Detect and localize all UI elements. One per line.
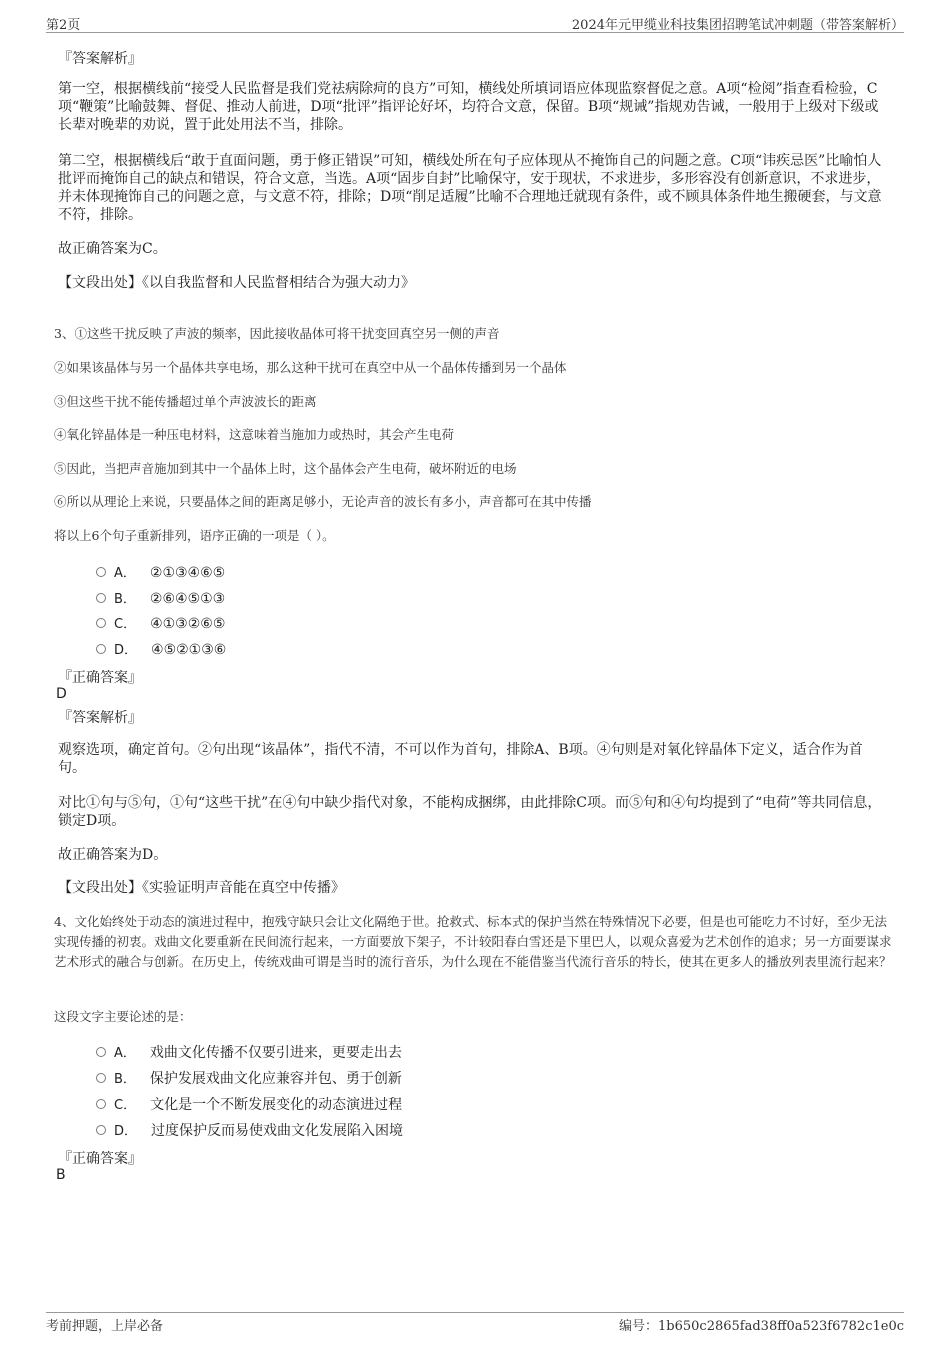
question-stem: 这段文字主要论述的是： [54, 1009, 192, 1024]
document-title: 2024年元甲缆业科技集团招聘笔试冲刺题（带答案解析） [571, 18, 904, 33]
option-d[interactable]: D． ④⑤②①③⑥ [96, 639, 226, 659]
answer-label: 『正确答案』 [58, 670, 142, 686]
option-c[interactable]: C． ④①③②⑥⑤ [96, 613, 225, 633]
question-stem: 将以上6个句子重新排列，语序正确的一项是（ ）。 [54, 528, 335, 543]
radio-icon[interactable] [96, 1073, 106, 1083]
page-number: 第2页 [46, 18, 81, 33]
page-header [46, 12, 904, 33]
option-d[interactable]: D． 过度保护反而易使戏曲文化发展陷入困境 [96, 1120, 403, 1140]
option-b[interactable]: B． ②⑥④⑤①③ [96, 588, 225, 608]
document-code: 编号：1b650c2865fad38ff0a523f6782c1e0c [619, 1319, 904, 1334]
analysis-paragraph: 第一空，根据横线前“接受人民监督是我们党祛病除疴的良方”可知，横线处所填词语应体现监察督促之意。A项“检阅”指查看检验，C项“鞭策”比喻鼓舞、督促、推动人前进，D项“批评”指评论好坏，均符合文意，保留。B项“规诫”指规劝告诫，一般用于上级对下级或长辈对晚辈的劝说，置于此处用法不当，排除。 [58, 81, 879, 133]
option-b[interactable]: B． 保护发展戏曲文化应兼容并包、勇于创新 [96, 1068, 402, 1088]
question-sentence: 3、①这些干扰反映了声波的频率，因此接收晶体可将干扰变回真空另一侧的声音 [54, 326, 500, 341]
radio-icon[interactable] [96, 1099, 106, 1109]
question-sentence: ②如果该晶体与另一个晶体共享电场，那么这种干扰可在真空中从一个晶体传播到另一个晶体 [54, 360, 567, 375]
question-passage: 4、文化始终处于动态的演进过程中，抱残守缺只会让文化隔绝于世。抢救式、标本式的保护当然在特殊情况下必要，但是也可能吃力不讨好，至少无法实现传播的初衷。戏曲文化要重新在民间流行起来，一方面要放下架子，不计较阳春白雪还是下里巴人，以观众喜爱为艺术创作的追求；另一方面要谋求艺术形式的融合与创新。在历史上，传统戏曲可谓是当时的流行音乐，为什么现在不能借鉴当代流行音乐的特长，使其在更多人的播放列表里流行起来？ [54, 914, 892, 969]
answer-label: 『正确答案』 [58, 1151, 142, 1167]
question-sentence: ③但这些干扰不能传播超过单个声波波长的距离 [54, 394, 317, 409]
question-sentence: ④氧化锌晶体是一种压电材料，这意味着当施加力或热时，其会产生电荷 [54, 427, 455, 442]
analysis-label: 『答案解析』 [58, 51, 142, 67]
page-footer [46, 1312, 904, 1335]
analysis-paragraph: 第二空，根据横线后“敢于直面问题，勇于修正错误”可知，横线处所在句子应体现从不掩饰自己的问题之意。C项“讳疾忌医”比喻怕人批评而掩饰自己的缺点和错误，符合文意，当选。A项“固步自封”比喻保守，安于现状，不求进步，多形容没有创新意识，不求进步，并未体现掩饰自己的问题之意，与文意不符，排除；D项“削足适履”比喻不合理地迁就现有条件，或不顾具体条件地生搬硬套，与文意不符，排除。 [58, 153, 882, 223]
analysis-paragraph: 观察选项，确定首句。②句出现“该晶体”，指代不清，不可以作为首句，排除A、B项。④句则是对氧化锌晶体下定义，适合作为首句。 [58, 742, 863, 776]
source-text: 【文段出处】《实验证明声音能在真空中传播》 [58, 880, 345, 896]
answer-value: B [56, 1167, 66, 1183]
source-text: 【文段出处】《以自我监督和人民监督相结合为强大动力》 [58, 275, 415, 291]
radio-icon[interactable] [96, 593, 106, 603]
option-c[interactable]: C． 文化是一个不断发展变化的动态演进过程 [96, 1094, 402, 1114]
analysis-label: 『答案解析』 [58, 710, 142, 726]
conclusion-text: 故正确答案为C。 [58, 241, 167, 257]
conclusion-text: 故正确答案为D。 [58, 847, 168, 863]
radio-icon[interactable] [96, 644, 106, 654]
radio-icon[interactable] [96, 1125, 106, 1135]
option-a[interactable]: A． 戏曲文化传播不仅要引进来，更要走出去 [96, 1042, 402, 1062]
question-sentence: ⑥所以从理论上来说，只要晶体之间的距离足够小，无论声音的波长有多小，声音都可在其中传播 [54, 494, 592, 509]
radio-icon[interactable] [96, 1047, 106, 1057]
radio-icon[interactable] [96, 618, 106, 628]
analysis-paragraph: 对比①句与⑤句，①句“这些干扰”在④句中缺少指代对象，不能构成捆绑，由此排除C项。而⑤句和④句均提到了“电荷”等共同信息，锁定D项。 [58, 795, 882, 829]
answer-value: D [56, 686, 67, 702]
footer-slogan: 考前押题，上岸必备 [46, 1319, 164, 1334]
radio-icon[interactable] [96, 567, 106, 577]
option-a[interactable]: A． ②①③④⑥⑤ [96, 562, 225, 582]
question-sentence: ⑤因此，当把声音施加到其中一个晶体上时，这个晶体会产生电荷，破坏附近的电场 [54, 461, 517, 476]
